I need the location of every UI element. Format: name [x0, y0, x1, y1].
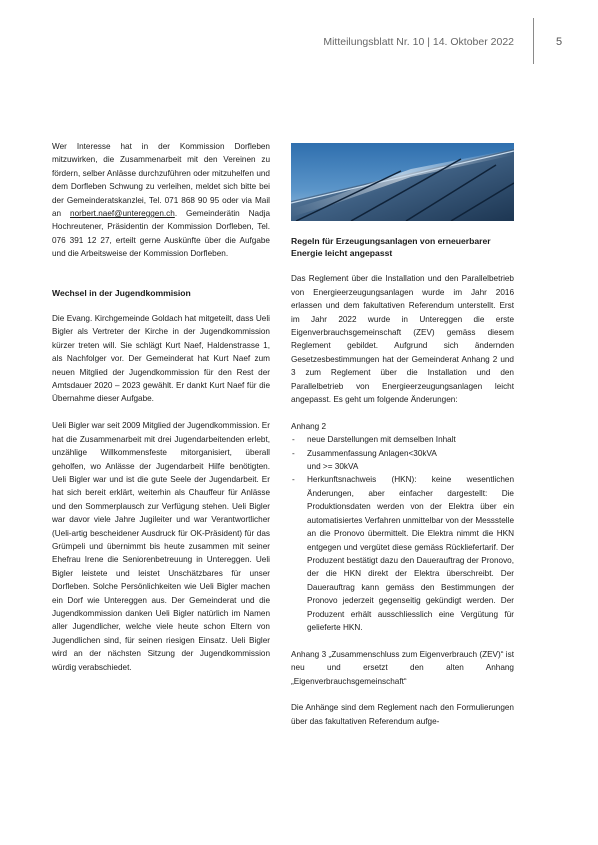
- page-number: 5: [556, 36, 563, 48]
- list-item: - Herkunftsnachweis (HKN): keine wesentlichen Änderungen, aber einfacher dargestellt: Die Produktionsdaten werden von der Elektra über ein automatisiertes Verfahren unmittelbar von der Messstelle an die Pronovo übermittelt. Die Elektra nimmt die HKN entgegen und vergütet diese gemäss Rückliefertarif. Der Produzent bestätigt dazu den Dauerauftrag der Pronovo, der die HKN direkt der Elektra überschreibt. Der Dauerauftrag kann gemäss den Bestimmungen der Pronovo jederzeit gegenseitig gekündigt werden. Der Produzent erhält ausschliesslich eine Vergütung für gelieferte HKN.: [291, 473, 514, 634]
- intro-paragraph: [52, 140, 270, 261]
- paragraph-tribute: Ueli Bigler war seit 2009 Mitglied der Jugendkommission. Er hat die Zusammenarbeit mit drei Jugendarbeitenden erlebt, unzählige Willkommensfeste mitorganisiert, überall geholfen, wo Anlässe der Jugendarbeit Hilfe benötigten. Ueli Bigler war und ist die gute Seele der Jugendarbeit. Er hat sich bereit erklärt, weiterhin als Chauffeur für Anlässe und den Sommerplausch zur Verfügung stehen. Ueli Bigler war davor viele Jahre Jugileiter und war Verantwortlicher (Ueli-artig bescheidener Ausdruck für OK-Präsident) für das Grümpeli und übernimmt bis heute zusammen mit seiner Ehefrau Irene die Seniorenbetreuung in Untereggen. Ueli Bigler leistete und leistet Unschätzbares für unser Dorfleben. Solche Persönlichkeiten wie Ueli Bigler machen ein Dorf wie Untereggen aus. Der Gemeinderat und die Jugendkommission danken Ueli Bigler natürlich im Namen aller Jugendlicher, welche viele heute schon Eltern von Jugendlichen sind, für seinen riesigen Einsatz. Ueli Bigler wird an der nächsten Sitzung der Jugendkommission würdig verabschiedet.: [52, 421, 270, 672]
- list-item-subline: und >= 30kVA: [307, 462, 359, 472]
- list-item: [291, 447, 514, 474]
- intro-text: Wer Interesse hat in der Kommission Dorfleben mitzuwirken, die Zusammenarbeit mit den Vereinen zu fördern, selber Anlässe durchzuführen oder mitzuhelfen und dem Dorfleben Schwung zu verleihen, meldet sich bitte bei der Gemeinderatskanzlei, Tel. 071 868 90 95 oder via Mail an: [52, 142, 270, 219]
- section-heading-energy-rules: Regeln für Erzeugungsanlagen von erneuerbarer Energie leicht angepasst: [291, 236, 491, 258]
- header-divider: [533, 18, 534, 64]
- paragraph-succession: Die Evang. Kirchgemeinde Goldach hat mitgeteilt, dass Ueli Bigler als Vertreter der Kirche in der Jugendkommission kürzer treten will. Sie schlägt Kurt Naef, Haldenstrasse 1, als Nachfolger vor. Der Gemeinderat hat Kurt Naef zum neuen Mitglied der Jugendkommission für den Rest der Amtsdauer 2020 – 2023 gewählt. Er dankt Kurt Naef für die Übernahme dieser Aufgabe.: [52, 314, 270, 404]
- anhang2-label: Anhang 2: [291, 421, 327, 431]
- paragraph-closing: Die Anhänge sind dem Reglement nach den Formulierungen über das fakultativen Referendum aufge-: [291, 703, 514, 726]
- page-header: [0, 36, 598, 56]
- section-heading-jugendkommission: Wechsel in der Jugendkommision: [52, 287, 191, 298]
- right-column: [291, 143, 514, 742]
- anhang2-change-list: [291, 433, 514, 634]
- intro-text-end: . Gemeinderätin Nadja Hochreutener, Präsidentin der Kommission Dorfleben, Tel. 076 391 12 27, erteilt gerne Auskünfte über die Aufgabe und die Arbeitsweise der Kommission Dorfleben.: [52, 209, 271, 259]
- paragraph-anhang3: Anhang 3 „Zusammenschluss zum Eigenverbrauch (ZEV)“ ist neu und ersetzt den alten Anhang „Eigenverbrauchsgemeinschaft“: [291, 649, 514, 686]
- list-item-text: Zusammenfassung Anlagen<30kVA: [307, 448, 437, 458]
- left-column: [52, 140, 270, 687]
- publication-title: Mitteilungsblatt Nr. 10 | 14. Oktober 2022: [323, 36, 514, 48]
- email-link[interactable]: norbert.naef@untereggen.ch: [70, 209, 175, 219]
- paragraph-regulation: Das Reglement über die Installation und den Parallelbetrieb von Energieerzeugungsanlagen wurde im Jahr 2016 erlassen und dem fakultativen Referendum unterstellt. Erst im Jahr 2022 wurde in Untereggen die erste Eigenverbrauchsgemeinschaft (ZEV) gemäss diesem Reglement gebildet. Aufgrund sich ändernden Gesetzesbestimmungen hat der Gemeinderat Anhang 2 und 3 zum Reglement über die Installation und den Parallelbetrieb von Energieerzeugungsanlagen leicht angepasst. Es geht um folgende Änderungen:: [291, 274, 514, 405]
- list-item: - neue Darstellungen mit demselben Inhalt: [291, 433, 514, 446]
- solar-panel-photo: [291, 143, 514, 221]
